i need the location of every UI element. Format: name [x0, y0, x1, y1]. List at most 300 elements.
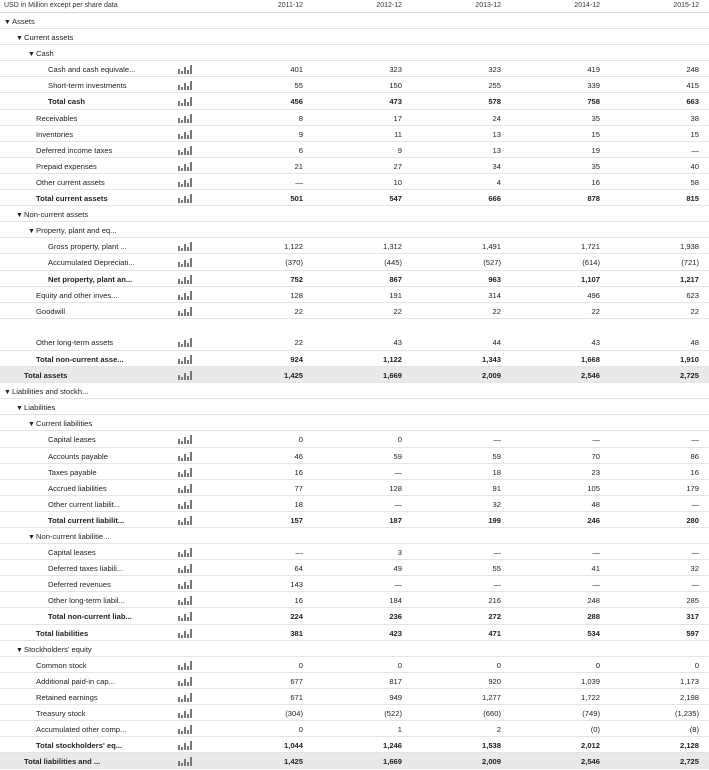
section-row[interactable]	[0, 222, 709, 238]
table-row	[0, 448, 709, 464]
table-row	[0, 431, 709, 447]
section-row[interactable]	[0, 29, 709, 45]
value-cell: 35	[591, 161, 600, 171]
value-cell: (0)	[590, 725, 600, 735]
value-cell: 6	[298, 145, 303, 155]
row-label-text: Assets	[12, 17, 35, 26]
row-label	[48, 580, 111, 589]
row-label	[48, 500, 120, 509]
sparkline-chart-icon[interactable]	[178, 178, 194, 187]
value-cell: 15	[690, 129, 699, 139]
row-label	[48, 242, 127, 251]
row-label	[48, 452, 108, 461]
units-label: USD in Million except per share data	[4, 2, 118, 9]
row-label-text: Cash and cash equivale...	[48, 65, 136, 75]
section-row[interactable]	[0, 206, 709, 222]
section-row[interactable]	[0, 641, 709, 657]
row-label	[36, 194, 108, 203]
value-cell: 1,122	[382, 354, 402, 364]
year-header: 2011-12	[277, 2, 303, 9]
row-label	[28, 49, 54, 58]
collapse-triangle-icon[interactable]: ▼	[16, 35, 23, 43]
table-row	[0, 254, 709, 270]
collapse-triangle-icon[interactable]: ▼	[28, 421, 35, 429]
row-label	[4, 17, 35, 26]
row-label-text: Deferred revenues	[48, 580, 111, 590]
value-cell: 1,938	[679, 242, 699, 252]
row-label-text: Taxes payable	[48, 467, 97, 477]
sparkline-chart-icon[interactable]	[178, 97, 194, 106]
sparkline-chart-icon[interactable]	[178, 500, 194, 509]
value-cell: 18	[492, 467, 501, 477]
table-row	[0, 480, 709, 496]
sparkline-chart-icon[interactable]	[178, 741, 194, 750]
sparkline-chart-icon[interactable]	[178, 435, 194, 444]
value-cell: 867	[389, 274, 402, 284]
value-cell: 677	[290, 676, 303, 686]
sparkline-chart-icon[interactable]	[178, 629, 194, 638]
row-label	[48, 275, 132, 284]
sparkline-chart-icon[interactable]	[178, 709, 194, 718]
sparkline-chart-icon[interactable]	[178, 355, 194, 364]
row-label-text: Total liabilities	[36, 628, 89, 638]
value-cell: 255	[488, 81, 501, 91]
value-cell: 48	[591, 499, 600, 509]
table-row	[0, 496, 709, 512]
value-cell: 224	[290, 612, 303, 622]
row-label	[48, 435, 96, 444]
row-label-text: Non-current liabilitie...	[36, 532, 110, 541]
value-cell: 963	[488, 274, 501, 284]
row-label	[36, 693, 98, 702]
value-cell: 58	[690, 177, 699, 187]
row-label	[36, 355, 124, 364]
section-row[interactable]	[0, 528, 709, 544]
table-row	[0, 576, 709, 592]
sparkline-chart-icon[interactable]	[178, 677, 194, 686]
value-cell: 473	[389, 97, 402, 107]
table-row	[0, 174, 709, 190]
value-cell: 27	[393, 161, 402, 171]
value-cell: 18	[294, 499, 303, 509]
collapse-triangle-icon[interactable]: ▼	[28, 534, 35, 541]
table-row	[0, 110, 709, 126]
table-row	[0, 238, 709, 254]
value-cell: 280	[686, 515, 699, 525]
row-label-text: Accumulated other comp...	[36, 725, 127, 735]
row-label	[24, 371, 67, 380]
value-cell: 13	[492, 129, 501, 139]
value-cell: 597	[686, 628, 699, 638]
table-row	[0, 512, 709, 528]
value-cell: 17	[393, 113, 402, 123]
value-cell: 1,044	[283, 741, 303, 751]
row-label-text: Accounts payable	[48, 451, 108, 461]
sparkline-chart-icon[interactable]	[178, 612, 194, 621]
section-row[interactable]	[0, 13, 709, 29]
row-label-text: Retained earnings	[36, 692, 98, 702]
year-header: 2012-12	[376, 2, 402, 9]
row-label-text: Total non-current liab...	[48, 612, 132, 622]
value-cell: 323	[488, 65, 501, 75]
value-cell: —	[592, 580, 600, 590]
value-cell: 0	[397, 435, 402, 445]
value-cell: —	[691, 499, 699, 509]
table-row	[0, 673, 709, 689]
row-label	[48, 258, 135, 267]
value-cell: 55	[294, 81, 303, 91]
row-label-text: Total assets	[24, 371, 68, 381]
row-label	[36, 677, 115, 686]
value-cell: 59	[393, 451, 402, 461]
row-label	[36, 709, 86, 718]
value-cell: (1,235)	[674, 709, 699, 719]
sparkline-chart-icon[interactable]	[178, 258, 194, 267]
sparkline-chart-icon[interactable]	[178, 548, 194, 557]
row-label	[48, 612, 132, 621]
value-cell: 184	[389, 596, 402, 606]
value-cell: 578	[488, 97, 501, 107]
value-cell: 666	[488, 194, 501, 204]
sparkline-chart-icon[interactable]	[178, 275, 194, 284]
value-cell: —	[691, 580, 699, 590]
value-cell: 1,491	[481, 242, 501, 252]
value-cell: 34	[492, 161, 501, 171]
value-cell: 815	[686, 194, 699, 204]
row-label-text: Cash	[36, 49, 54, 59]
value-cell: 143	[290, 580, 303, 590]
value-cell: 924	[290, 354, 303, 364]
value-cell: (749)	[582, 709, 600, 719]
value-cell: 1,246	[382, 741, 402, 751]
value-cell: 86	[690, 451, 699, 461]
value-cell: 0	[694, 660, 699, 670]
value-cell: 38	[690, 113, 699, 123]
sparkline-chart-icon[interactable]	[178, 468, 194, 477]
value-cell: 1,343	[481, 354, 501, 364]
row-label-text: Short-term investments	[48, 81, 127, 91]
value-cell: 2,725	[679, 371, 699, 381]
value-cell: 11	[394, 129, 402, 139]
value-cell: —	[592, 548, 600, 558]
sparkline-chart-icon[interactable]	[178, 146, 194, 155]
value-cell: 43	[393, 337, 402, 347]
value-cell: 150	[389, 81, 402, 91]
value-cell: 2,546	[580, 757, 600, 767]
value-cell: 179	[686, 483, 699, 493]
value-cell: 1,122	[283, 242, 303, 252]
table-body	[0, 13, 709, 769]
value-cell: 8	[298, 113, 303, 123]
value-cell: 1	[397, 725, 402, 735]
value-cell: 2,009	[481, 371, 501, 381]
row-label-text: Total current liabilit...	[48, 515, 125, 525]
value-cell: 339	[587, 81, 600, 91]
value-cell: 949	[389, 692, 402, 702]
value-cell: 285	[686, 596, 699, 606]
row-label-text: Accrued liabilities	[48, 483, 107, 493]
sparkline-chart-icon[interactable]	[178, 757, 194, 766]
sparkline-chart-icon[interactable]	[178, 596, 194, 605]
value-cell: —	[295, 548, 303, 558]
sparkline-chart-icon[interactable]	[178, 242, 194, 251]
row-label	[36, 114, 77, 123]
row-label-text: Deferred taxes liabili...	[48, 564, 124, 574]
row-label-text: Other long-term assets	[36, 337, 114, 347]
collapse-triangle-icon[interactable]: ▼	[16, 212, 23, 220]
value-cell: 663	[686, 97, 699, 107]
row-label	[36, 178, 105, 187]
value-cell: 381	[290, 628, 303, 638]
value-cell: 2,128	[679, 741, 699, 751]
value-cell: 4	[496, 177, 501, 187]
sparkline-chart-icon[interactable]	[178, 580, 194, 589]
value-cell: 2,009	[481, 757, 501, 767]
value-cell: 1,538	[481, 741, 501, 751]
value-cell: 91	[492, 483, 501, 493]
row-label-text: Stockholders' equity	[24, 644, 92, 654]
value-cell: 16	[690, 467, 699, 477]
table-row	[0, 287, 709, 303]
value-cell: 920	[488, 676, 501, 686]
sparkline-chart-icon[interactable]	[178, 371, 194, 380]
collapse-triangle-icon[interactable]: ▼	[16, 405, 23, 413]
value-cell: 1,722	[580, 692, 600, 702]
value-cell: 44	[492, 337, 501, 347]
row-label	[48, 596, 125, 605]
sparkline-chart-icon[interactable]	[178, 291, 194, 300]
table-row	[0, 271, 709, 287]
section-row[interactable]	[0, 399, 709, 415]
value-cell: 288	[587, 612, 600, 622]
value-cell: 10	[393, 177, 402, 187]
value-cell: 2	[496, 725, 501, 735]
row-label	[28, 532, 109, 541]
row-label	[48, 516, 124, 525]
row-label-text: Net property, plant an...	[48, 274, 133, 284]
table-row	[0, 560, 709, 576]
value-cell: 35	[591, 113, 600, 123]
table-row	[0, 464, 709, 480]
value-cell: 41	[591, 564, 600, 574]
value-cell: 671	[290, 692, 303, 702]
value-cell: 22	[492, 306, 501, 316]
value-cell: 191	[389, 290, 402, 300]
sparkline-chart-icon[interactable]	[178, 114, 194, 123]
value-cell: 1,721	[580, 242, 600, 252]
year-header: 2014-12	[574, 2, 600, 9]
row-label	[48, 484, 107, 493]
value-cell: 0	[298, 435, 303, 445]
row-label-text: Liabilities and stockh...	[12, 387, 89, 397]
row-label-text: Other current liabilit...	[48, 499, 121, 509]
value-cell: 0	[298, 660, 303, 670]
value-cell: 32	[492, 499, 501, 509]
value-cell: 216	[488, 596, 501, 606]
value-cell: 2,198	[679, 692, 699, 702]
value-cell: 1,910	[679, 354, 699, 364]
sparkline-chart-icon[interactable]	[178, 452, 194, 461]
sparkline-chart-icon[interactable]	[178, 130, 194, 139]
value-cell: 317	[686, 612, 699, 622]
value-cell: 496	[587, 290, 600, 300]
value-cell: 0	[595, 660, 600, 670]
row-label-text: Total cash	[48, 97, 85, 107]
sparkline-chart-icon[interactable]	[178, 194, 194, 203]
value-cell: 471	[488, 628, 501, 638]
value-cell: 1,669	[382, 757, 402, 767]
value-cell: (445)	[384, 258, 402, 268]
value-cell: —	[295, 177, 303, 187]
row-label	[36, 291, 117, 300]
row-label-text: Treasury stock	[36, 709, 86, 719]
sparkline-chart-icon[interactable]	[178, 338, 194, 347]
row-label	[24, 757, 100, 766]
value-cell: 236	[389, 612, 402, 622]
value-cell: 623	[686, 290, 699, 300]
sparkline-chart-icon[interactable]	[178, 516, 194, 525]
table-row	[0, 158, 709, 174]
row-label-text: Capital leases	[48, 435, 96, 445]
table-row	[0, 721, 709, 737]
section-row[interactable]	[0, 383, 709, 399]
table-row	[0, 705, 709, 721]
value-cell: 128	[290, 290, 303, 300]
value-cell: 1,425	[283, 757, 303, 767]
row-label-text: Goodwill	[36, 306, 66, 316]
value-cell: 1,217	[679, 274, 699, 284]
table-row	[0, 142, 709, 158]
row-label	[48, 468, 97, 477]
row-label	[16, 403, 55, 412]
value-cell: 2,012	[580, 741, 600, 751]
value-cell: 272	[488, 612, 501, 622]
value-cell: 2,546	[580, 371, 600, 381]
row-label	[36, 130, 73, 139]
sparkline-chart-icon[interactable]	[178, 81, 194, 90]
value-cell: 323	[389, 65, 402, 75]
value-cell: 22	[294, 306, 303, 316]
collapse-triangle-icon[interactable]: ▼	[28, 228, 35, 236]
section-row[interactable]	[0, 415, 709, 431]
sparkline-chart-icon[interactable]	[178, 693, 194, 702]
column-header	[0, 0, 709, 13]
row-label	[28, 419, 92, 428]
table-row	[0, 753, 709, 769]
collapse-triangle-icon[interactable]: ▼	[28, 51, 35, 59]
row-label-text: Inventories	[36, 129, 74, 139]
value-cell: 199	[488, 515, 501, 525]
sparkline-chart-icon[interactable]	[178, 564, 194, 573]
row-label-text: Property, plant and eq...	[36, 226, 117, 236]
value-cell: 878	[587, 194, 600, 204]
row-label-text: Equity and other inves...	[36, 290, 118, 300]
value-cell: 64	[294, 564, 303, 574]
row-label	[36, 661, 87, 670]
table-row	[0, 93, 709, 109]
value-cell: 752	[290, 274, 303, 284]
sparkline-chart-icon[interactable]	[178, 162, 194, 171]
value-cell: 1,107	[580, 274, 600, 284]
value-cell: 1,277	[481, 692, 501, 702]
table-row	[0, 689, 709, 705]
value-cell: 77	[294, 483, 303, 493]
sparkline-chart-icon[interactable]	[178, 661, 194, 670]
table-row	[0, 737, 709, 753]
section-row[interactable]	[0, 45, 709, 61]
value-cell: —	[592, 435, 600, 445]
value-cell: 1,669	[382, 371, 402, 381]
row-label	[36, 725, 126, 734]
row-label	[48, 65, 135, 74]
value-cell: 1,039	[580, 676, 600, 686]
row-label	[16, 33, 73, 42]
row-label-text: Current liabilities	[36, 419, 93, 429]
row-label	[48, 81, 127, 90]
collapse-triangle-icon[interactable]: ▼	[16, 646, 23, 654]
value-cell: 758	[587, 97, 600, 107]
value-cell: 32	[690, 564, 699, 574]
collapse-triangle-icon[interactable]: ▼	[4, 19, 11, 26]
sparkline-chart-icon[interactable]	[178, 307, 194, 316]
row-label-text: Gross property, plant ...	[48, 242, 127, 252]
value-cell: 1,312	[382, 242, 402, 252]
row-label-text: Common stock	[36, 660, 87, 670]
value-cell: 49	[393, 564, 402, 574]
value-cell: 21	[294, 161, 303, 171]
value-cell: —	[691, 548, 699, 558]
value-cell: 9	[298, 129, 303, 139]
value-cell: —	[394, 467, 402, 477]
value-cell: 501	[290, 194, 303, 204]
value-cell: 817	[389, 676, 402, 686]
row-label-text: Total current assets	[36, 194, 108, 204]
table-row	[0, 367, 709, 383]
sparkline-chart-icon[interactable]	[178, 725, 194, 734]
value-cell: 456	[290, 97, 303, 107]
row-label	[36, 741, 122, 750]
row-label-text: Other long-term liabil...	[48, 596, 125, 606]
value-cell: 55	[492, 564, 501, 574]
value-cell: 13	[492, 145, 501, 155]
table-row	[0, 625, 709, 641]
collapse-triangle-icon[interactable]: ▼	[4, 389, 11, 397]
row-label-text: Receivables	[36, 113, 78, 123]
value-cell: 0	[397, 660, 402, 670]
value-cell: (304)	[285, 709, 303, 719]
value-cell: 547	[389, 194, 402, 204]
value-cell: 19	[591, 145, 600, 155]
value-cell: (721)	[681, 258, 699, 268]
sparkline-chart-icon[interactable]	[178, 65, 194, 74]
row-label	[36, 162, 97, 171]
value-cell: 9	[397, 145, 402, 155]
value-cell: 16	[294, 467, 303, 477]
row-label-text: Total liabilities and ...	[24, 757, 101, 767]
value-cell: 48	[690, 337, 699, 347]
table-row	[0, 303, 709, 319]
sparkline-chart-icon[interactable]	[178, 484, 194, 493]
table-row	[0, 77, 709, 93]
table-row	[0, 351, 709, 367]
value-cell: 314	[488, 290, 501, 300]
value-cell: 15	[591, 129, 600, 139]
row-label-text: Additional paid-in cap...	[36, 676, 115, 686]
value-cell: (614)	[582, 258, 600, 268]
value-cell: 157	[290, 515, 303, 525]
row-label	[36, 629, 88, 638]
value-cell: 0	[496, 660, 501, 670]
